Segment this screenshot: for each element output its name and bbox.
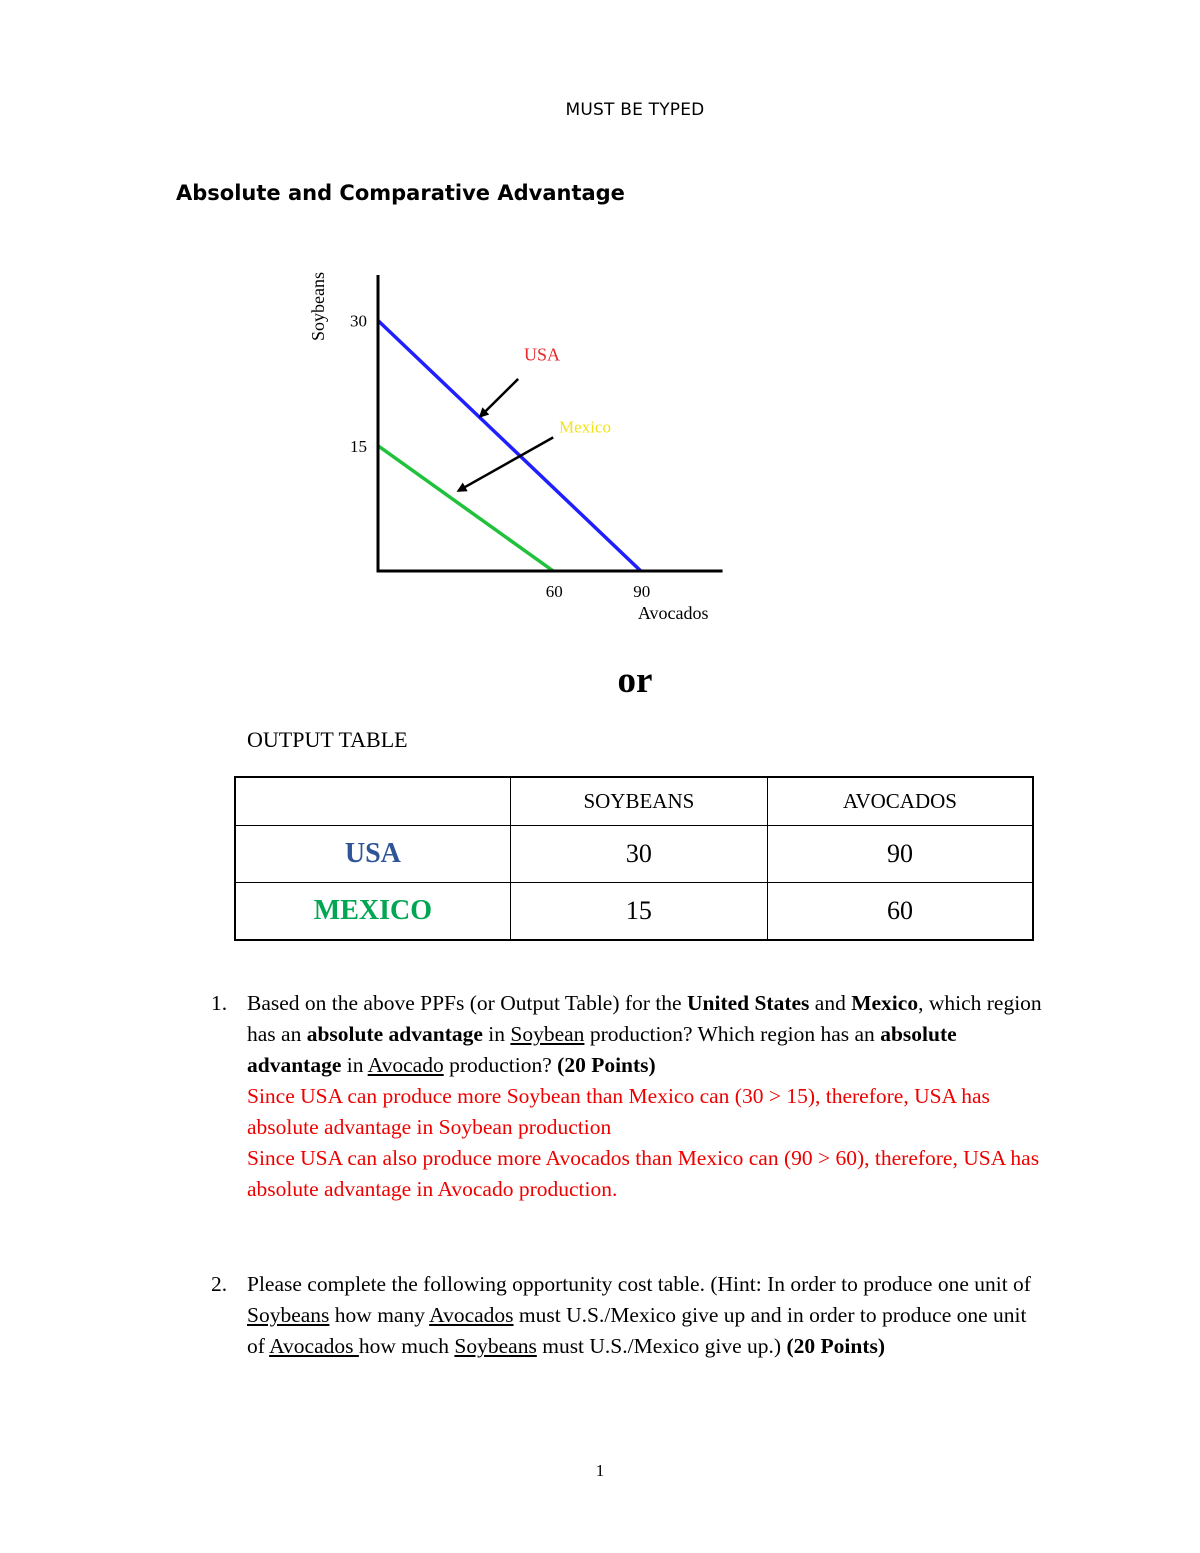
or-label: or (617, 660, 653, 701)
page-number: 1 (595, 1461, 605, 1480)
avocados-cell: 60 (767, 883, 1033, 941)
country-cell: USA (235, 826, 510, 883)
question-1 (211, 988, 1051, 1208)
question-number: 1. (211, 991, 228, 1015)
x-axis-label: Avocados (637, 603, 709, 623)
table-header-row (235, 777, 1033, 826)
question-text-fragment: how much (358, 1334, 455, 1358)
question-text-fragment: and (809, 991, 852, 1015)
underlined-term: Soybean (510, 1022, 585, 1046)
soybeans-cell: 15 (510, 883, 767, 941)
underlined-term: Soybeans (454, 1334, 537, 1358)
y-axis-label: Soybeans (308, 272, 328, 341)
series-label-usa: USA (524, 344, 561, 365)
question-text (247, 988, 1047, 1205)
underlined-term: Avocados (429, 1303, 514, 1327)
mexico-arrow (458, 437, 553, 490)
ppf-chart (295, 265, 735, 625)
question-text-fragment: , which region has an (247, 991, 1042, 1046)
output-table-title: OUTPUT TABLE (247, 727, 408, 752)
country-cell: MEXICO (235, 883, 510, 941)
document-title: Absolute and Comparative Advantage (176, 181, 625, 205)
question-number: 2. (211, 1272, 228, 1296)
y-tick-label: 30 (350, 311, 367, 331)
question-text-fragment: must U.S./Mexico give up and in order to produce one unit of (247, 1303, 1027, 1358)
points-label: (20 Points) (557, 1053, 656, 1077)
table-row (235, 826, 1033, 883)
underlined-term: Avocados (269, 1334, 359, 1358)
x-tick-label: 90 (633, 582, 651, 601)
table-row (235, 883, 1033, 941)
avocados-cell: 90 (767, 826, 1033, 883)
question-text-fragment: production? Which region has an (584, 1022, 881, 1046)
question-text-fragment: how many (329, 1303, 430, 1327)
table-header-cell: SOYBEANS (510, 777, 767, 826)
header-note: MUST BE TYPED (565, 100, 705, 120)
ppf-line-usa (378, 321, 641, 572)
answer-2: Since USA can also produce more Avocados than Mexico can (90 > 60), therefore, USA has absolute advantage in Avocado production. (247, 1146, 1040, 1201)
question-text-fragment: production? (443, 1053, 558, 1077)
underlined-term: Avocado (367, 1053, 444, 1077)
table-header-cell: AVOCADOS (767, 777, 1033, 826)
output-table (234, 776, 1034, 941)
usa-arrow (480, 379, 518, 417)
answer-1: Since USA can produce more Soybean than Mexico can (30 > 15), therefore, USA has absolute advantage in Soybean production (247, 1084, 990, 1139)
points-label: (20 Points) (786, 1334, 886, 1358)
x-tick-label: 60 (545, 582, 563, 601)
bold-term: Mexico (851, 991, 919, 1015)
question-text-fragment: must U.S./Mexico give up.) (536, 1334, 787, 1358)
question-text-fragment: in (341, 1053, 368, 1077)
bold-term: United States (686, 991, 810, 1015)
y-tick-label: 15 (350, 436, 367, 456)
underlined-term: Soybeans (247, 1303, 330, 1327)
question-2 (211, 1269, 1051, 1399)
question-text-fragment: Please complete the following opportunity cost table. (Hint: In order to produce one unit of (247, 1272, 1031, 1296)
soybeans-cell: 30 (510, 826, 767, 883)
question-text (247, 1269, 1047, 1362)
bold-term: absolute advantage (306, 1022, 483, 1046)
bold-term: absolute advantage (247, 1022, 957, 1077)
question-text-fragment: in (482, 1022, 511, 1046)
table-header-cell (235, 777, 510, 826)
series-label-mexico: Mexico (559, 417, 611, 437)
question-text-fragment: Based on the above PPFs (or Output Table) for the (247, 991, 687, 1015)
